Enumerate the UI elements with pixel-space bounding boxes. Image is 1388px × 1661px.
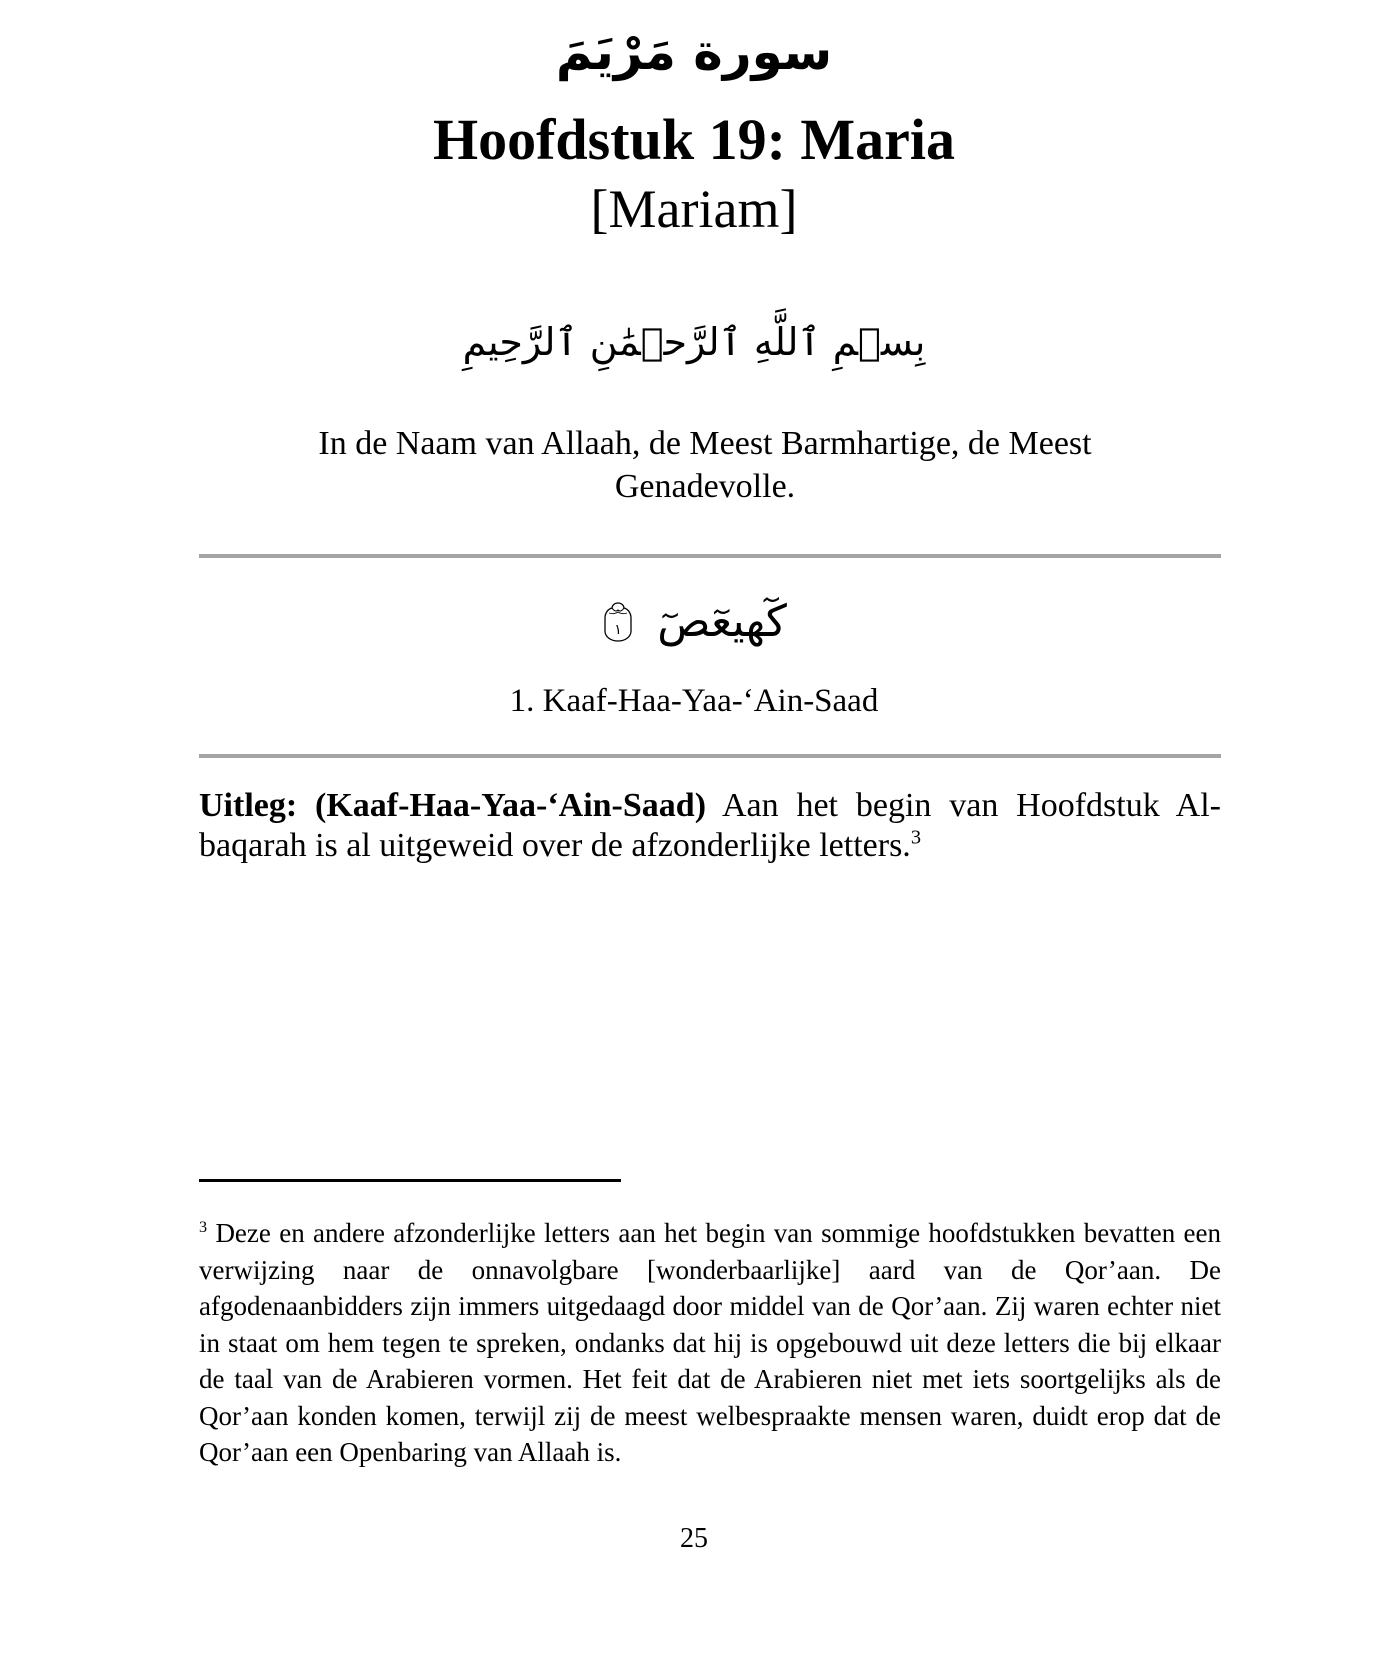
verse-translation: 1. Kaaf-Haa-Yaa-‘Ain-Saad (509, 683, 879, 719)
surah-title-arabic: سورة مَرْيَمَ (555, 23, 833, 81)
footnote-separator (199, 1179, 621, 1182)
verse-number: ١ (614, 622, 622, 639)
chapter-title: Hoofdstuk 19: Maria (433, 107, 955, 172)
basmala-arabic: بِسۡمِ ٱللَّهِ ٱلرَّحۡمَٰنِ ٱلرَّحِيمِ (462, 320, 926, 364)
basmala-translation: In de Naam van Allaah, de Meest Barmhartige, de Meest Genadevolle. (318, 425, 1092, 505)
verse-end-ornament-icon (601, 601, 635, 643)
explanation-label: Uitleg: (199, 787, 298, 824)
divider-bottom (199, 754, 1221, 758)
divider-top (199, 554, 1221, 558)
verse-arabic-text: كٓهيعٓصٓ (657, 596, 787, 647)
footnote-text: Deze en andere afzonderlijke letters aan het begin van sommige hoofdstukken bevatten een verwijzing naar de onnavolgbare [wonderbaarlijke] aard van de Qor’aan. De afgodenaanbidders zijn immers uitgedaagd door middel van de Qor’aan. Zij waren echter niet in staat om hem tegen te spreken, ondanks dat hij is opgebouwd uit deze letters die bij elkaar de taal van de Arabieren vormen. Het feit dat de Arabieren niet met iets soortgelijks als de Qor’aan konden komen, terwijl zij de meest welbespraakte mensen waren, duidt erop dat de Qor’aan een Openbaring van Allaah is. (199, 1218, 1221, 1467)
page-number: 25 (680, 1523, 708, 1554)
footnote-reference[interactable]: 3 (910, 826, 922, 849)
chapter-subtitle: [Mariam] (590, 179, 798, 239)
footnote (199, 1215, 1221, 1471)
footnote-number: 3 (199, 1218, 208, 1236)
verse-arabic (0, 596, 1388, 649)
explanation-paragraph (199, 786, 1221, 866)
explanation-quoted: (Kaaf-Haa-Yaa-‘Ain-Saad) (315, 787, 707, 824)
explanation-text: Aan het begin van Hoofdstuk Al-baqarah is al uitgeweid over de afzonderlijke letters. (199, 787, 1222, 864)
